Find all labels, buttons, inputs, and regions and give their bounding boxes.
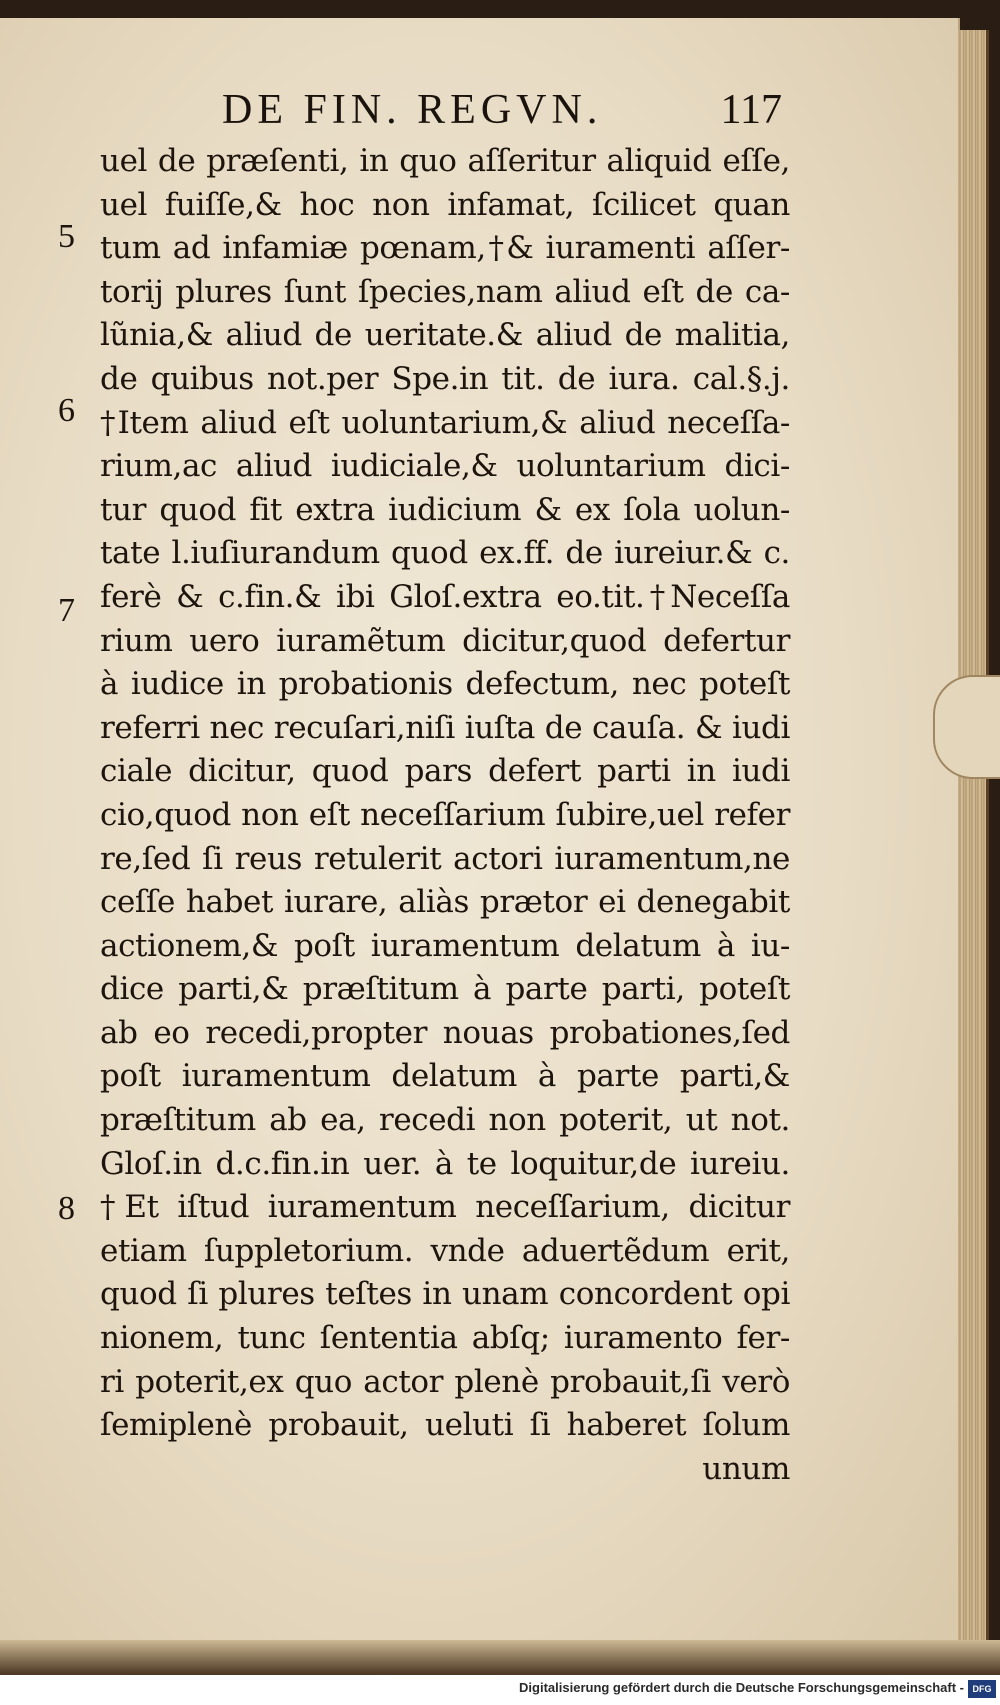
text-line: præſtitum ab ea, recedi non poterit, ut not. (100, 1102, 790, 1139)
text-line: rium,ac aliud iudiciale,& uoluntarium dici- (100, 448, 790, 485)
text-line: †Item aliud eſt uoluntarium,& aliud neceſſa- (100, 404, 790, 441)
page-number: 117 (720, 87, 782, 133)
digitization-footer (0, 1675, 1000, 1705)
footer-credit: Digitalisierung gefördert durch die Deutsche Forschungsgemeinschaft - (519, 1680, 964, 1695)
text-line: poſt iuramentum delatum à parte parti,& (100, 1058, 790, 1095)
text-line: tur quod fit extra iudicium & ex ſola uolun- (100, 491, 790, 528)
text-line: à iudice in probationis defectum, nec poteſt (100, 666, 790, 703)
page-tab (933, 675, 1000, 779)
text-line: ceſſe habet iurare, aliàs prætor ei denegabit (100, 884, 790, 921)
text-line: de quibus not.per Spe.in tit. de iura. cal.§.j. (100, 360, 790, 397)
text-line: lũnia,& aliud de ueritate.& aliud de malitia, (100, 317, 790, 354)
text-line: referri nec recuſari,niſi iuſta de cauſa. & iudi (100, 709, 790, 746)
text-line: etiam ſuppletorium. vnde aduertẽdum erit, (100, 1232, 790, 1269)
text-line: ferè & c.fin.& ibi Gloſ.extra eo.tit.†Neceſſa (100, 578, 790, 615)
text-line: dice parti,& præſtitum à parte parti, poteſt (100, 971, 790, 1008)
page-edges (958, 30, 989, 1655)
text-line: rium uero iuramẽtum dicitur,quod defertur (100, 622, 790, 659)
catchword: unum (702, 1450, 790, 1487)
text-line: ſemiplenè probauit, ueluti ſi haberet ſolum (100, 1407, 790, 1444)
bottom-shadow (0, 1640, 1000, 1675)
text-line: nionem, tunc ſententia abſq; iuramento fer- (100, 1320, 790, 1357)
margin-number: 6 (58, 392, 75, 429)
text-line: ciale dicitur, quod pars defert parti in iudi (100, 753, 790, 790)
text-line: ab eo recedi,propter nouas probationes,ſed (100, 1014, 790, 1051)
text-line: quod ſi plures teſtes in unam concordent opi (100, 1276, 790, 1313)
text-line: cio,quod non eſt neceſſarium ſubire,uel refer (100, 796, 790, 833)
text-line: torij plures ſunt ſpecies,nam aliud eſt de ca- (100, 273, 790, 310)
margin-number: 5 (58, 218, 75, 255)
text-line: ri poterit,ex quo actor plenè probauit,ſi verò (100, 1363, 790, 1400)
text-line: tate l.iuſiurandum quod ex.ff. de iureiur.& c. (100, 535, 790, 572)
text-line: Gloſ.in d.c.fin.in uer. à te loquitur,de iureiu. (100, 1145, 790, 1182)
page-header (222, 86, 782, 146)
margin-number: 7 (58, 592, 75, 629)
margin-number: 8 (58, 1190, 75, 1227)
dfg-logo: DFG (968, 1680, 996, 1698)
text-line: tum ad infamiæ pœnam,†& iuramenti aſſer- (100, 230, 790, 267)
text-line: uel fuiſſe,& hoc non infamat, ſcilicet quan (100, 186, 790, 223)
body-text (100, 140, 790, 1491)
text-line: uel de præſenti, in quo aſſeritur aliquid eſſe, (100, 143, 790, 179)
text-line: actionem,& poſt iuramentum delatum à iu- (100, 927, 790, 964)
running-head: DE FIN. REGVN. (222, 87, 603, 133)
text-line: †Et iſtud iuramentum neceſſarium, dicitur (100, 1189, 790, 1226)
text-line: re,ſed ſi reus retulerit actori iuramentum,ne (100, 840, 790, 877)
